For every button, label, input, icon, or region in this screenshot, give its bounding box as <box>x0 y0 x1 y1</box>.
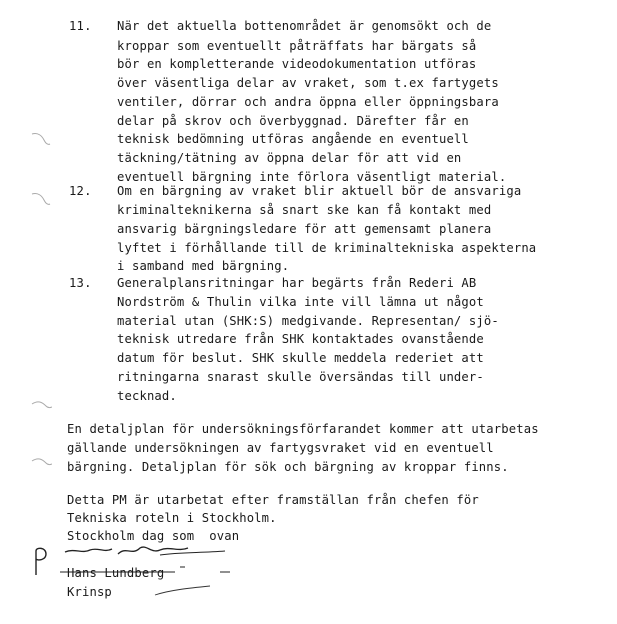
paragraph-line: Detta PM är utarbetat efter framställan från chefen för <box>67 493 479 507</box>
signature-title: Krinsp <box>67 585 112 599</box>
signature-name: Hans Lundberg <box>67 566 165 580</box>
item-text-line: Generalplansritningar har begärts från Rederi AB <box>117 276 477 290</box>
item-text-line: lyftet i förhållande till de kriminaltekniska aspekterna <box>117 241 537 255</box>
item-text-line: ansvarig bärgningsledare för att gemensamt planera <box>117 222 492 236</box>
item-text-line: täckning/tätning av öppna delar för att vid en <box>117 151 462 165</box>
item-text-line: ritningarna snarast skulle översändas till under- <box>117 370 484 384</box>
margin-tilde-mark <box>30 455 52 475</box>
item-text-line: Om en bärgning av vraket blir aktuell bör de ansvariga <box>117 184 522 198</box>
paragraph-line: bärgning. Detaljplan för sök och bärgning av kroppar finns. <box>67 460 509 474</box>
item-text-line: teknisk bedömning utföras angående en eventuell <box>117 132 469 146</box>
item-number: 12. <box>69 184 92 198</box>
margin-tilde-mark <box>30 190 52 210</box>
item-text-line: delar på skrov och överbyggnad. Därefter får en <box>117 114 469 128</box>
item-text-line: teknisk utredare från SHK kontaktades ovanstående <box>117 332 484 346</box>
margin-tilde-mark <box>30 130 52 150</box>
item-text-line: När det aktuella bottenområdet är genomsökt och de <box>117 19 492 33</box>
paragraph-line: Stockholm dag som ovan <box>67 529 240 543</box>
item-text-line: datum för beslut. SHK skulle meddela rederiet att <box>117 351 484 365</box>
paragraph-line: Tekniska roteln i Stockholm. <box>67 511 277 525</box>
item-text-line: kroppar som eventuellt påträffats har bärgats så <box>117 39 477 53</box>
paragraph-line: gällande undersökningen av fartygsvraket vid en eventuell <box>67 441 494 455</box>
item-text-line: kriminalteknikerna så snart ske kan få kontakt med <box>117 203 492 217</box>
margin-initial-mark <box>28 545 52 579</box>
item-text-line: eventuell bärgning inte förlora väsentligt material. <box>117 170 507 184</box>
item-text-line: material utan (SHK:S) medgivande. Representan/ sjö- <box>117 314 499 328</box>
item-number: 11. <box>69 19 92 33</box>
paragraph-line: En detaljplan för undersökningsförfarandet kommer att utarbetas <box>67 422 539 436</box>
item-text-line: i samband med bärgning. <box>117 259 290 273</box>
item-text-line: ventiler, dörrar och andra öppna eller öppningsbara <box>117 95 499 109</box>
item-text-line: över väsentliga delar av vraket, som t.ex fartygets <box>117 76 499 90</box>
item-text-line: bör en kompletterande videodokumentation utföras <box>117 57 477 71</box>
item-number: 13. <box>69 276 92 290</box>
item-text-line: Nordström & Thulin vilka inte vill lämna ut något <box>117 295 484 309</box>
item-text-line: tecknad. <box>117 389 177 403</box>
margin-tilde-mark <box>30 398 52 418</box>
